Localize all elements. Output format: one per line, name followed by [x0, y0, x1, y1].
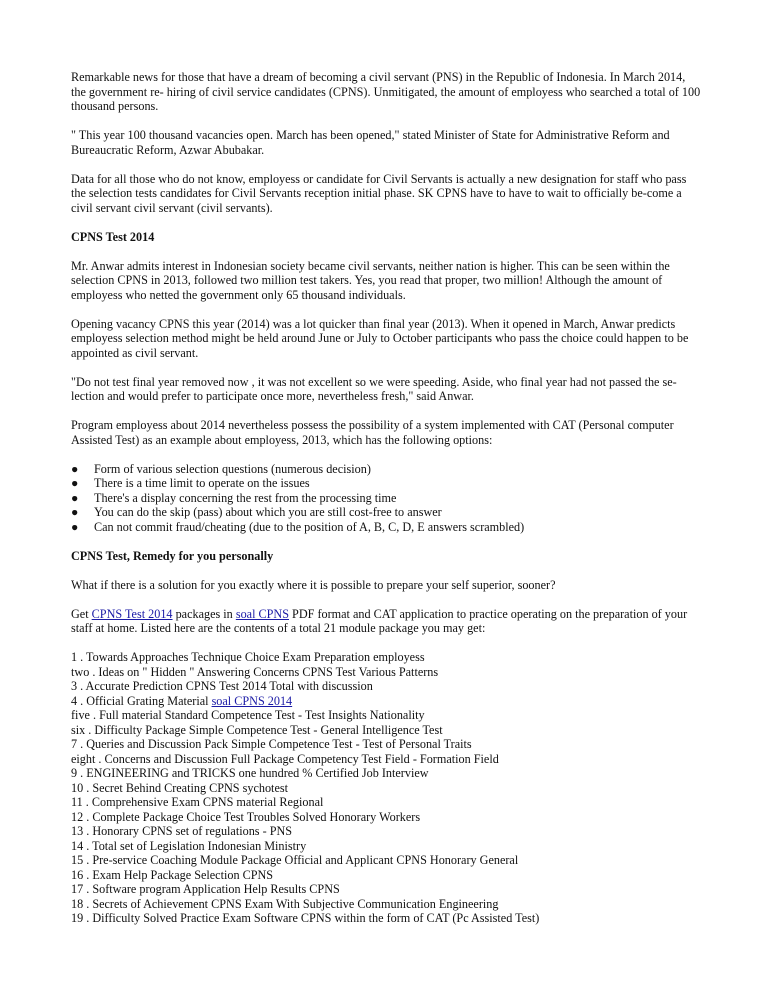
module-item: 10 . Secret Behind Creating CPNS sychotest: [71, 780, 288, 795]
section-heading-cpns-test-2014: CPNS Test 2014: [71, 229, 155, 244]
bullet-icon: ●: [71, 476, 79, 490]
module-item: 15 . Pre-service Coaching Module Package Official and Applicant CPNS Honorary General: [71, 853, 519, 867]
solution-paragraph: What if there is a solution for you exactly where it is possible to prepare your self superior, sooner?: [71, 577, 556, 592]
options-list: [71, 462, 701, 535]
list-item: ● Form of various selection questions (numerous decision): [71, 461, 371, 476]
anwar-quote-paragraph: "Do not test final year removed now , it was not excellent so we were speeding. Aside, who final year had not passed the se-lection and would prefer to participate once more, nevertheless fresh," said Anwar.: [71, 374, 677, 403]
module-item: six . Difficulty Package Simple Competence Test - General Intelligence Test: [71, 722, 443, 737]
module-item: two . Ideas on " Hidden " Answering Concerns CPNS Test Various Patterns: [71, 664, 439, 679]
list-item: ● There is a time limit to operate on the issues: [71, 476, 310, 490]
bullet-icon: ●: [71, 505, 79, 519]
document-page: [71, 70, 701, 926]
cat-paragraph: Program employess about 2014 nevertheless possess the possibility of a system implemented with CAT (Personal computer Assisted Test) as an example about employess, 2013, which has the following options:: [71, 418, 674, 447]
module-item: 7 . Queries and Discussion Pack Simple Competence Test - Test of Personal Traits: [71, 737, 472, 751]
bullet-icon: ●: [71, 461, 79, 476]
module-item: five . Full material Standard Competence Test - Test Insights Nationality: [71, 708, 425, 722]
module-item: 9 . ENGINEERING and TRICKS one hundred % Certified Job Interview: [71, 766, 429, 780]
list-item: ● You can do the skip (pass) about which you are still cost-free to answer: [71, 505, 442, 519]
module-item: 12 . Complete Package Choice Test Troubles Solved Honorary Workers: [71, 809, 421, 824]
soal-cpns-link[interactable]: soal CPNS: [235, 606, 289, 621]
module-item: 13 . Honorary CPNS set of regulations - PNS: [71, 824, 293, 838]
soal-cpns-2014-link[interactable]: soal CPNS 2014: [211, 693, 293, 708]
package-paragraph: Get CPNS Test 2014 packages in soal CPNS PDF format and CAT application to practice operating on the preparation of your staff at home. Listed here are the contents of a total 21 module package you may get:: [71, 606, 688, 635]
bullet-icon: ●: [71, 519, 79, 534]
vacancy-paragraph: Opening vacancy CPNS this year (2014) was a lot quicker than final year (2013). When it opened in March, Anwar predicts employess selection method might be held around June or July to October participants who pass the choice could happen to be appointed as civil servant.: [71, 316, 689, 360]
module-item: 14 . Total set of Legislation Indonesian Ministry: [71, 838, 307, 853]
module-item: 19 . Difficulty Solved Practice Exam Software CPNS within the form of CAT (Pc Assisted Test): [71, 911, 540, 925]
bullet-icon: ●: [71, 490, 79, 505]
module-item: eight . Concerns and Discussion Full Package Competency Test Field - Formation Field: [71, 751, 499, 766]
interest-paragraph: Mr. Anwar admits interest in Indonesian society became civil servants, neither nation is higher. This can be seen within the selection CPNS in 2013, followed two million test takers. Yes, you read that proper, two million! Although the amount of employess who netted the government only 65 thousand individuals.: [71, 258, 670, 302]
quote-paragraph: " This year 100 thousand vacancies open. March has been opened," stated Minister of State for Administrative Reform and Bureaucratic Reform, Azwar Abubakar.: [71, 128, 670, 157]
cpns-test-2014-link[interactable]: CPNS Test 2014: [91, 606, 173, 621]
module-item: 16 . Exam Help Package Selection CPNS: [71, 867, 274, 882]
module-item: 17 . Software program Application Help Results CPNS: [71, 882, 340, 896]
module-item: 11 . Comprehensive Exam CPNS material Regional: [71, 795, 324, 809]
intro-paragraph: Remarkable news for those that have a dream of becoming a civil servant (PNS) in the Republic of Indonesia. In March 2014, the government re- hiring of civil service candidates (CPNS). Unmitigated, the amount of employess who searched a total of 100 thousand persons.: [71, 70, 701, 113]
module-item: 3 . Accurate Prediction CPNS Test 2014 Total with discussion: [71, 679, 373, 693]
module-item: 1 . Towards Approaches Technique Choice Exam Preparation employess: [71, 650, 425, 664]
list-item: ● There's a display concerning the rest from the processing time: [71, 490, 397, 505]
module-item: 18 . Secrets of Achievement CPNS Exam With Subjective Communication Engineering: [71, 896, 499, 911]
module-item: 4 . Official Grating Material soal CPNS 2014: [71, 693, 293, 708]
section-heading-remedy: CPNS Test, Remedy for you personally: [71, 548, 274, 563]
module-list: [71, 650, 701, 926]
list-item: ● Can not commit fraud/cheating (due to the position of A, B, C, D, E answers scrambled): [71, 519, 525, 534]
definition-paragraph: Data for all those who do not know, employess or candidate for Civil Servants is actually a new designation for staff who pass the selection tests candidates for Civil Servants reception initial phase. SK CPNS have to have to wait to officially be-come a civil servant civil servant (civil servants).: [71, 171, 687, 215]
